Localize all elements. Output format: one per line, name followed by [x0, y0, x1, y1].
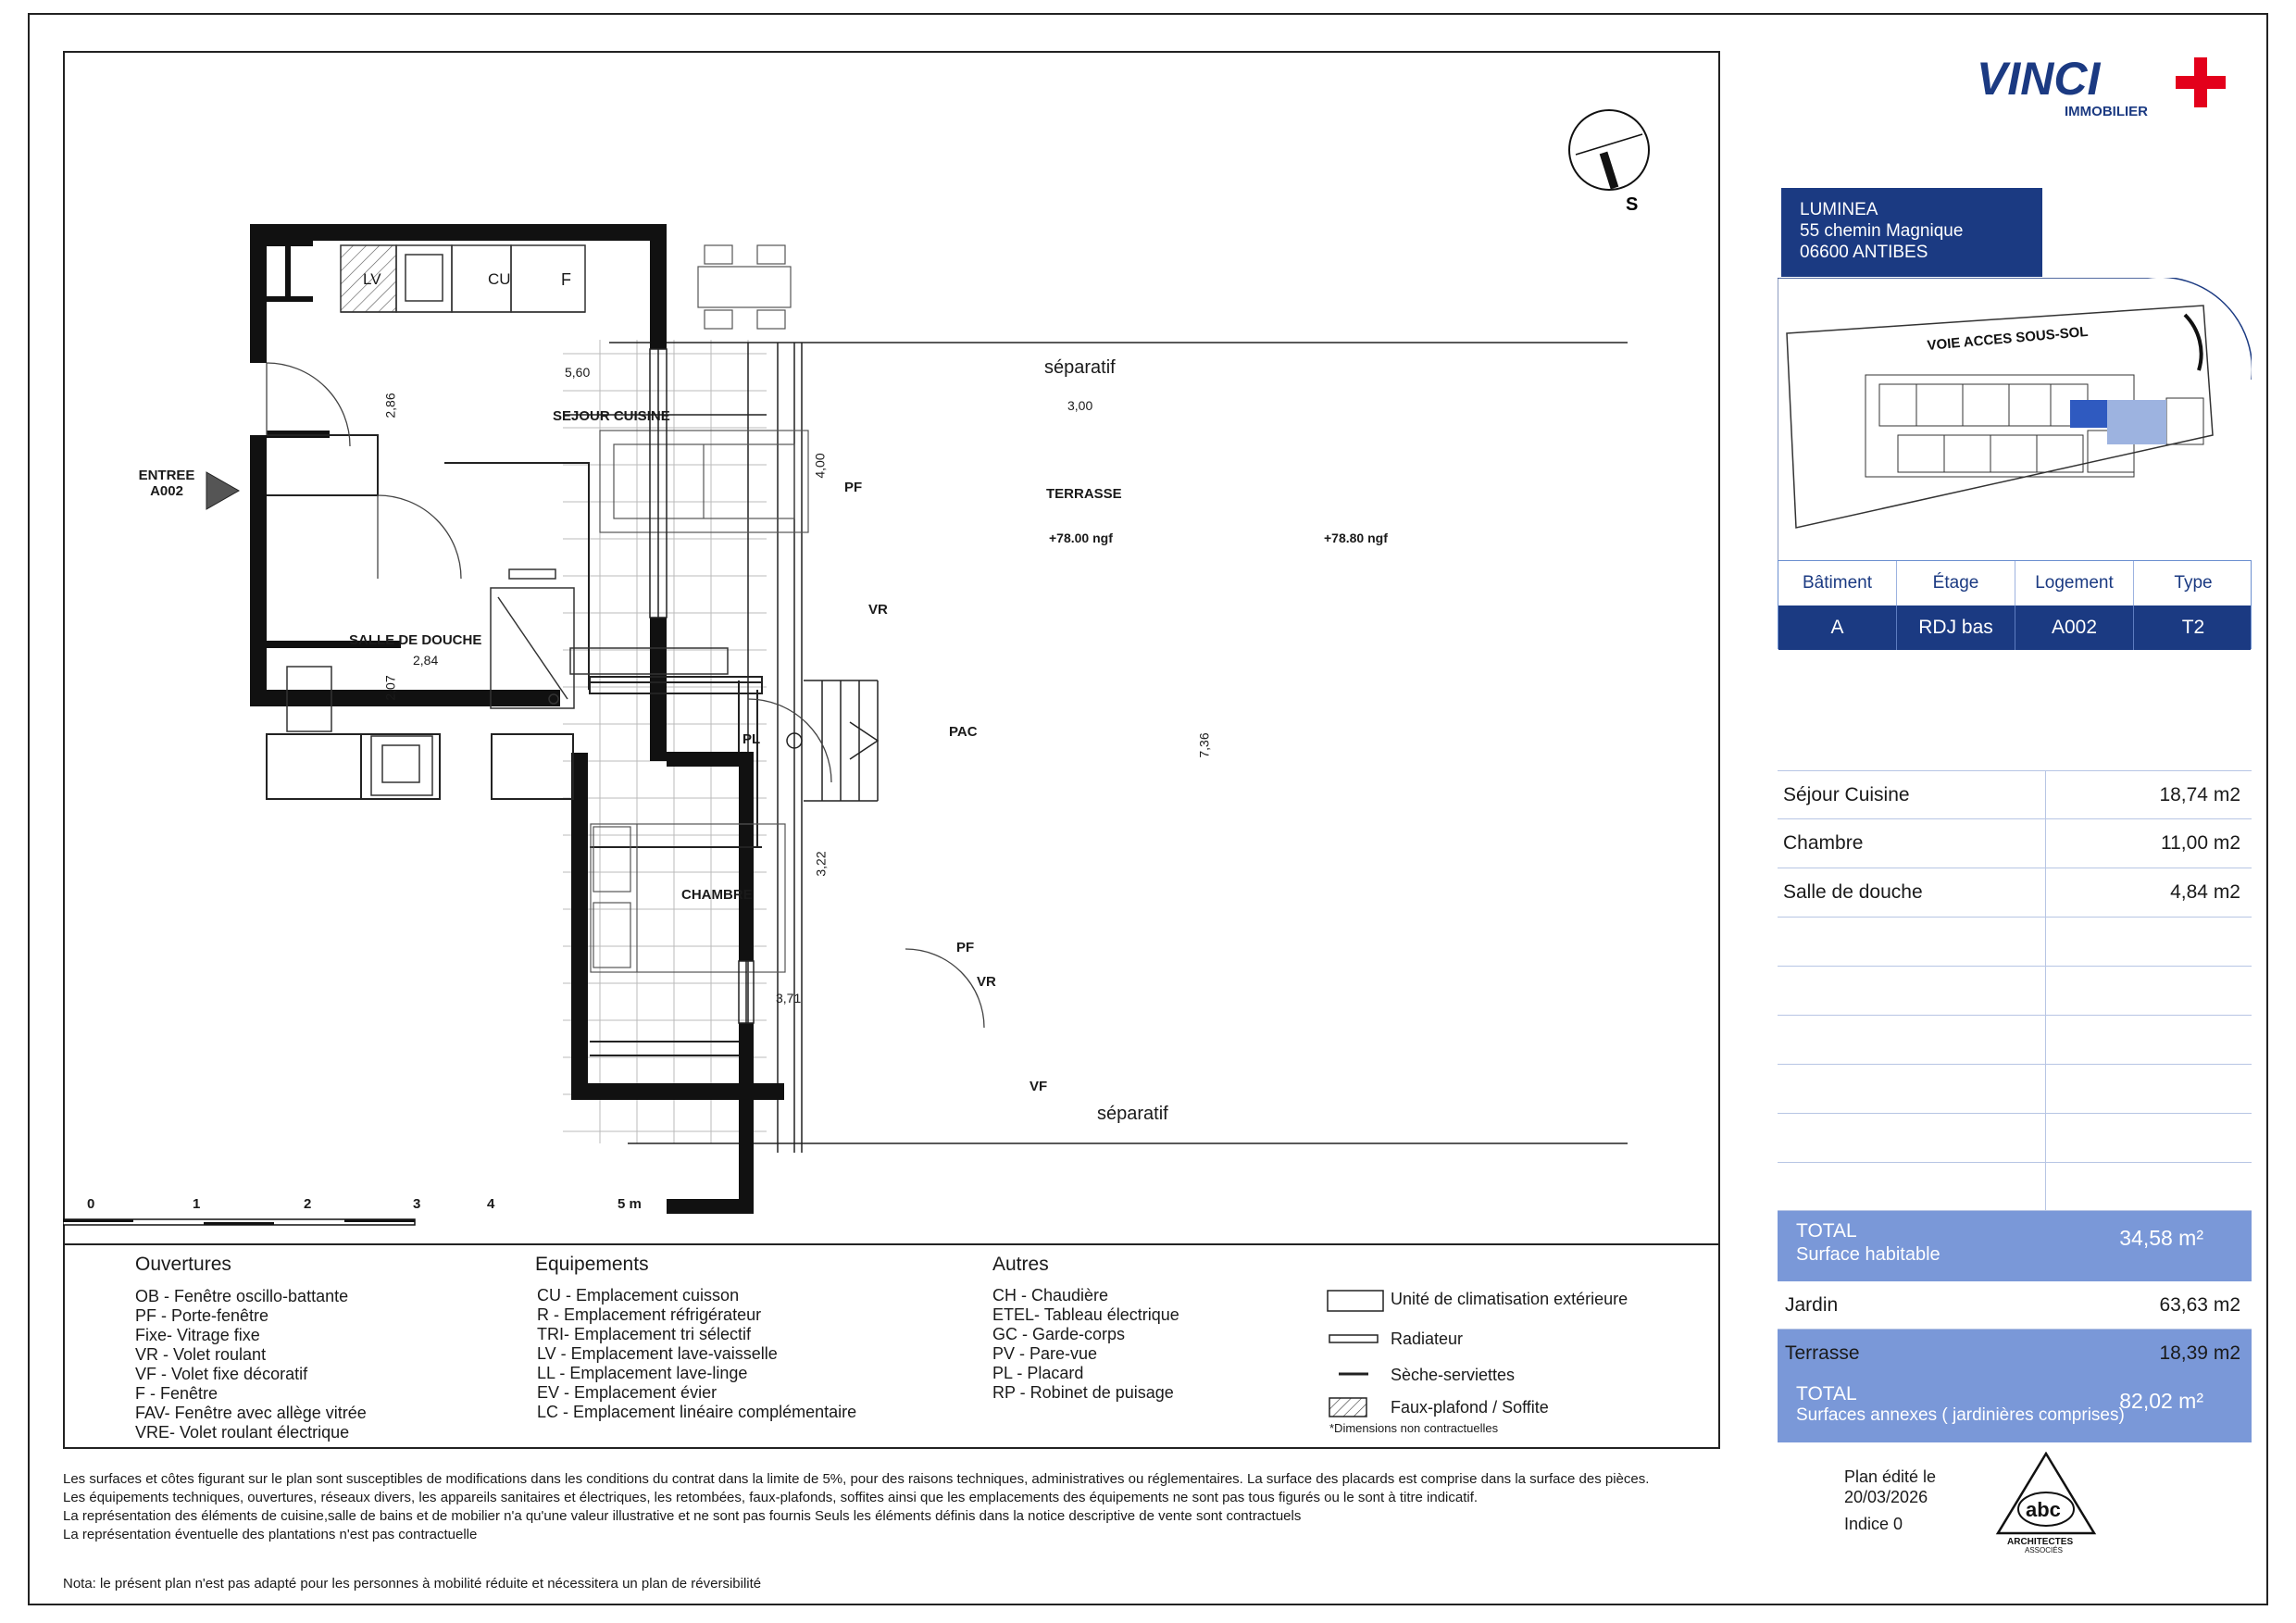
table-row-empty [1778, 918, 2252, 967]
dim-736: 7,36 [1196, 732, 1212, 758]
walls [250, 224, 784, 1214]
dim-371: 3,71 [776, 991, 802, 1005]
dim-207: 2,07 [382, 675, 398, 701]
legend-ouvertures: OB - Fenêtre oscillo-battante PF - Porte-fenêtre Fixe- Vitrage fixe VR - Volet roulant VF - Volet fixe décoratif F - Fenêtre FAV- Fenêtre avec allège vitrée VRE- Volet roulant électrique [135, 1287, 367, 1442]
vinci-logo [1977, 46, 2240, 130]
separatif-top-label: séparatif [1044, 357, 1116, 378]
legend-equipements: CU - Emplacement cuisson R - Emplacement réfrigérateur TRI- Emplacement tri sélectif LV - Emplacement lave-vaisselle LL - Emplacement lave-linge EV - Emplacement évier LC - Emplacement linéaire complémentaire [537, 1286, 857, 1421]
vr-label-2: VR [977, 974, 996, 990]
svg-text:VOIE ACCES SOUS-SOL: VOIE ACCES SOUS-SOL [1926, 323, 2090, 354]
room-label-sejour: SEJOUR CUISINE [553, 408, 670, 424]
svg-text:abc: abc [2026, 1498, 2061, 1521]
legend-symbol-ac: Unité de climatisation extérieure [1391, 1290, 1628, 1308]
pf-label-1: PF [844, 480, 863, 495]
surface-table [1778, 770, 2252, 1442]
partitions [267, 435, 762, 1055]
f-label: F [561, 270, 571, 289]
table-row-empty [1778, 1016, 2252, 1065]
terrasse-row: Terrasse 18,39 m2 [1778, 1330, 2252, 1378]
legend-symbols [1326, 1287, 1391, 1426]
scale-3: 3 [413, 1196, 421, 1212]
address-block: LUMINEA 55 chemin Magnique 06600 ANTIBES [1781, 188, 2042, 277]
ceiling-hatch-icon [1329, 1398, 1366, 1417]
total-annexes: TOTAL Surfaces annexes ( jardinières comprises) 82,02 m² [1778, 1378, 2252, 1442]
dim-560: 5,60 [565, 365, 591, 380]
dim-286: 2,86 [382, 393, 398, 418]
lv-label: LV [363, 270, 381, 288]
svg-text:ARCHITECTES: ARCHITECTES [2007, 1537, 2074, 1547]
indice: Indice 0 [1844, 1515, 1903, 1533]
scale-1: 1 [193, 1196, 201, 1212]
legend-ouvertures-title: Ouvertures [135, 1254, 231, 1275]
pac-label: PAC [949, 724, 978, 740]
scale-2: 2 [304, 1196, 312, 1212]
svg-text:ASSOCIÉS: ASSOCIÉS [2025, 1546, 2063, 1554]
info-value: A002 [2015, 606, 2134, 650]
dim-284: 2,84 [413, 653, 439, 668]
ngf-jardin: +78.80 ngf [1324, 531, 1388, 545]
dim-322: 3,22 [813, 851, 829, 877]
legend-autres: CH - Chaudière ETEL- Tableau électrique GC - Garde-corps PV - Pare-vue PL - Placard RP - Robinet de puisage [992, 1286, 1179, 1402]
scale-bar [63, 1219, 415, 1225]
info-header: Étage [1897, 561, 2015, 606]
table-row: Salle de douche 4,84 m2 [1778, 868, 2252, 918]
edited-date: Plan édité le 20/03/2026 [1844, 1467, 1937, 1506]
disclaimer: Les surfaces et côtes figurant sur le plan sont susceptibles de modifications dans les conditions du contrat dans la limite de 5%, pour des raisons techniques, administratives ou réglementaires. La surface des placards est comprise dans la surface des pièces. Les équipements techniques, ouvertures, réseaux divers, les appareils sanitaires et électriques, les retombées, faux-plafonds, soffites ainsi que les emplacements des équipements ne sont pas tous figurés ou le sont à titre indicatif. La représentation des éléments de cuisine,salle de bains et de mobilier n'a qu'une valeur illustrative et ne sont pas fournis Seuls les éléments définis dans la notice descriptive de vente sont contractuels La représentation éventuelle des plantations n'est pas contractuelle [63, 1471, 1650, 1542]
entry-label: ENTREE A002 [138, 468, 195, 499]
dining-table [698, 245, 791, 329]
dim-400: 4,00 [812, 453, 828, 479]
dim-300: 3,00 [1067, 398, 1093, 413]
pf-label-2: PF [956, 940, 975, 955]
svg-text:VINCI: VINCI [1977, 53, 2101, 105]
table-row-empty [1778, 1114, 2252, 1163]
floor-plan [63, 51, 1720, 1245]
info-value: T2 [2181, 617, 2205, 638]
vf-label: VF [1029, 1079, 1048, 1094]
radiator-icon [1329, 1335, 1378, 1342]
ac-unit-icon [1328, 1291, 1383, 1311]
legend-symbol-towel: Sèche-serviettes [1391, 1366, 1516, 1384]
abc-architect-logo [1990, 1452, 2102, 1554]
ngf-terrasse: +78.00 ngf [1049, 531, 1113, 545]
cu-label: CU [488, 270, 511, 288]
table-row-empty [1778, 967, 2252, 1016]
terrace-outline [563, 343, 1628, 1153]
separatif-bottom-label: séparatif [1097, 1104, 1168, 1124]
mobility-note: Nota: le présent plan n'est pas adapté pour les personnes à mobilité réduite et nécessitera un plan de réversibilité [63, 1576, 762, 1592]
compass-label: S [1626, 194, 1639, 215]
unit-info-table [1778, 560, 2252, 649]
info-header: Logement [2015, 561, 2134, 606]
info-value: A [1778, 606, 1897, 650]
table-row: Séjour Cuisine 18,74 m2 [1778, 770, 2252, 819]
pl-label: PL [742, 731, 761, 747]
vr-label-1: VR [868, 602, 888, 618]
legend-equipements-title: Equipements [535, 1254, 649, 1275]
room-label-chambre: CHAMBRE [681, 887, 753, 903]
entry-arrow-icon [206, 472, 239, 509]
legend-autres-title: Autres [992, 1254, 1049, 1275]
svg-text:IMMOBILIER: IMMOBILIER [2065, 104, 2148, 119]
table-row-empty [1778, 1163, 2252, 1211]
legend-symbol-radiator: Radiateur [1391, 1330, 1464, 1348]
total-habitable: TOTAL Surface habitable 34,58 m² [1778, 1211, 2252, 1281]
site-plan [1778, 278, 2252, 560]
table-row: Chambre 11,00 m2 [1778, 819, 2252, 868]
info-header: Type [2174, 573, 2213, 593]
compass-icon [1569, 110, 1649, 215]
room-label-terrasse: TERRASSE [1046, 486, 1122, 502]
info-header: Bâtiment [1778, 561, 1897, 606]
table-row-empty [1778, 1065, 2252, 1114]
scale-0: 0 [87, 1196, 95, 1212]
scale-5: 5 m [618, 1196, 642, 1212]
scale-4: 4 [487, 1196, 495, 1212]
jardin-row: Jardin 63,63 m2 [1778, 1281, 2252, 1330]
legend-symbol-ceiling: Faux-plafond / Soffite [1391, 1398, 1549, 1417]
info-value: RDJ bas [1897, 606, 2015, 650]
room-label-douche: SALLE DE DOUCHE [349, 632, 482, 648]
legend-symbols-note: *Dimensions non contractuelles [1329, 1421, 1499, 1435]
